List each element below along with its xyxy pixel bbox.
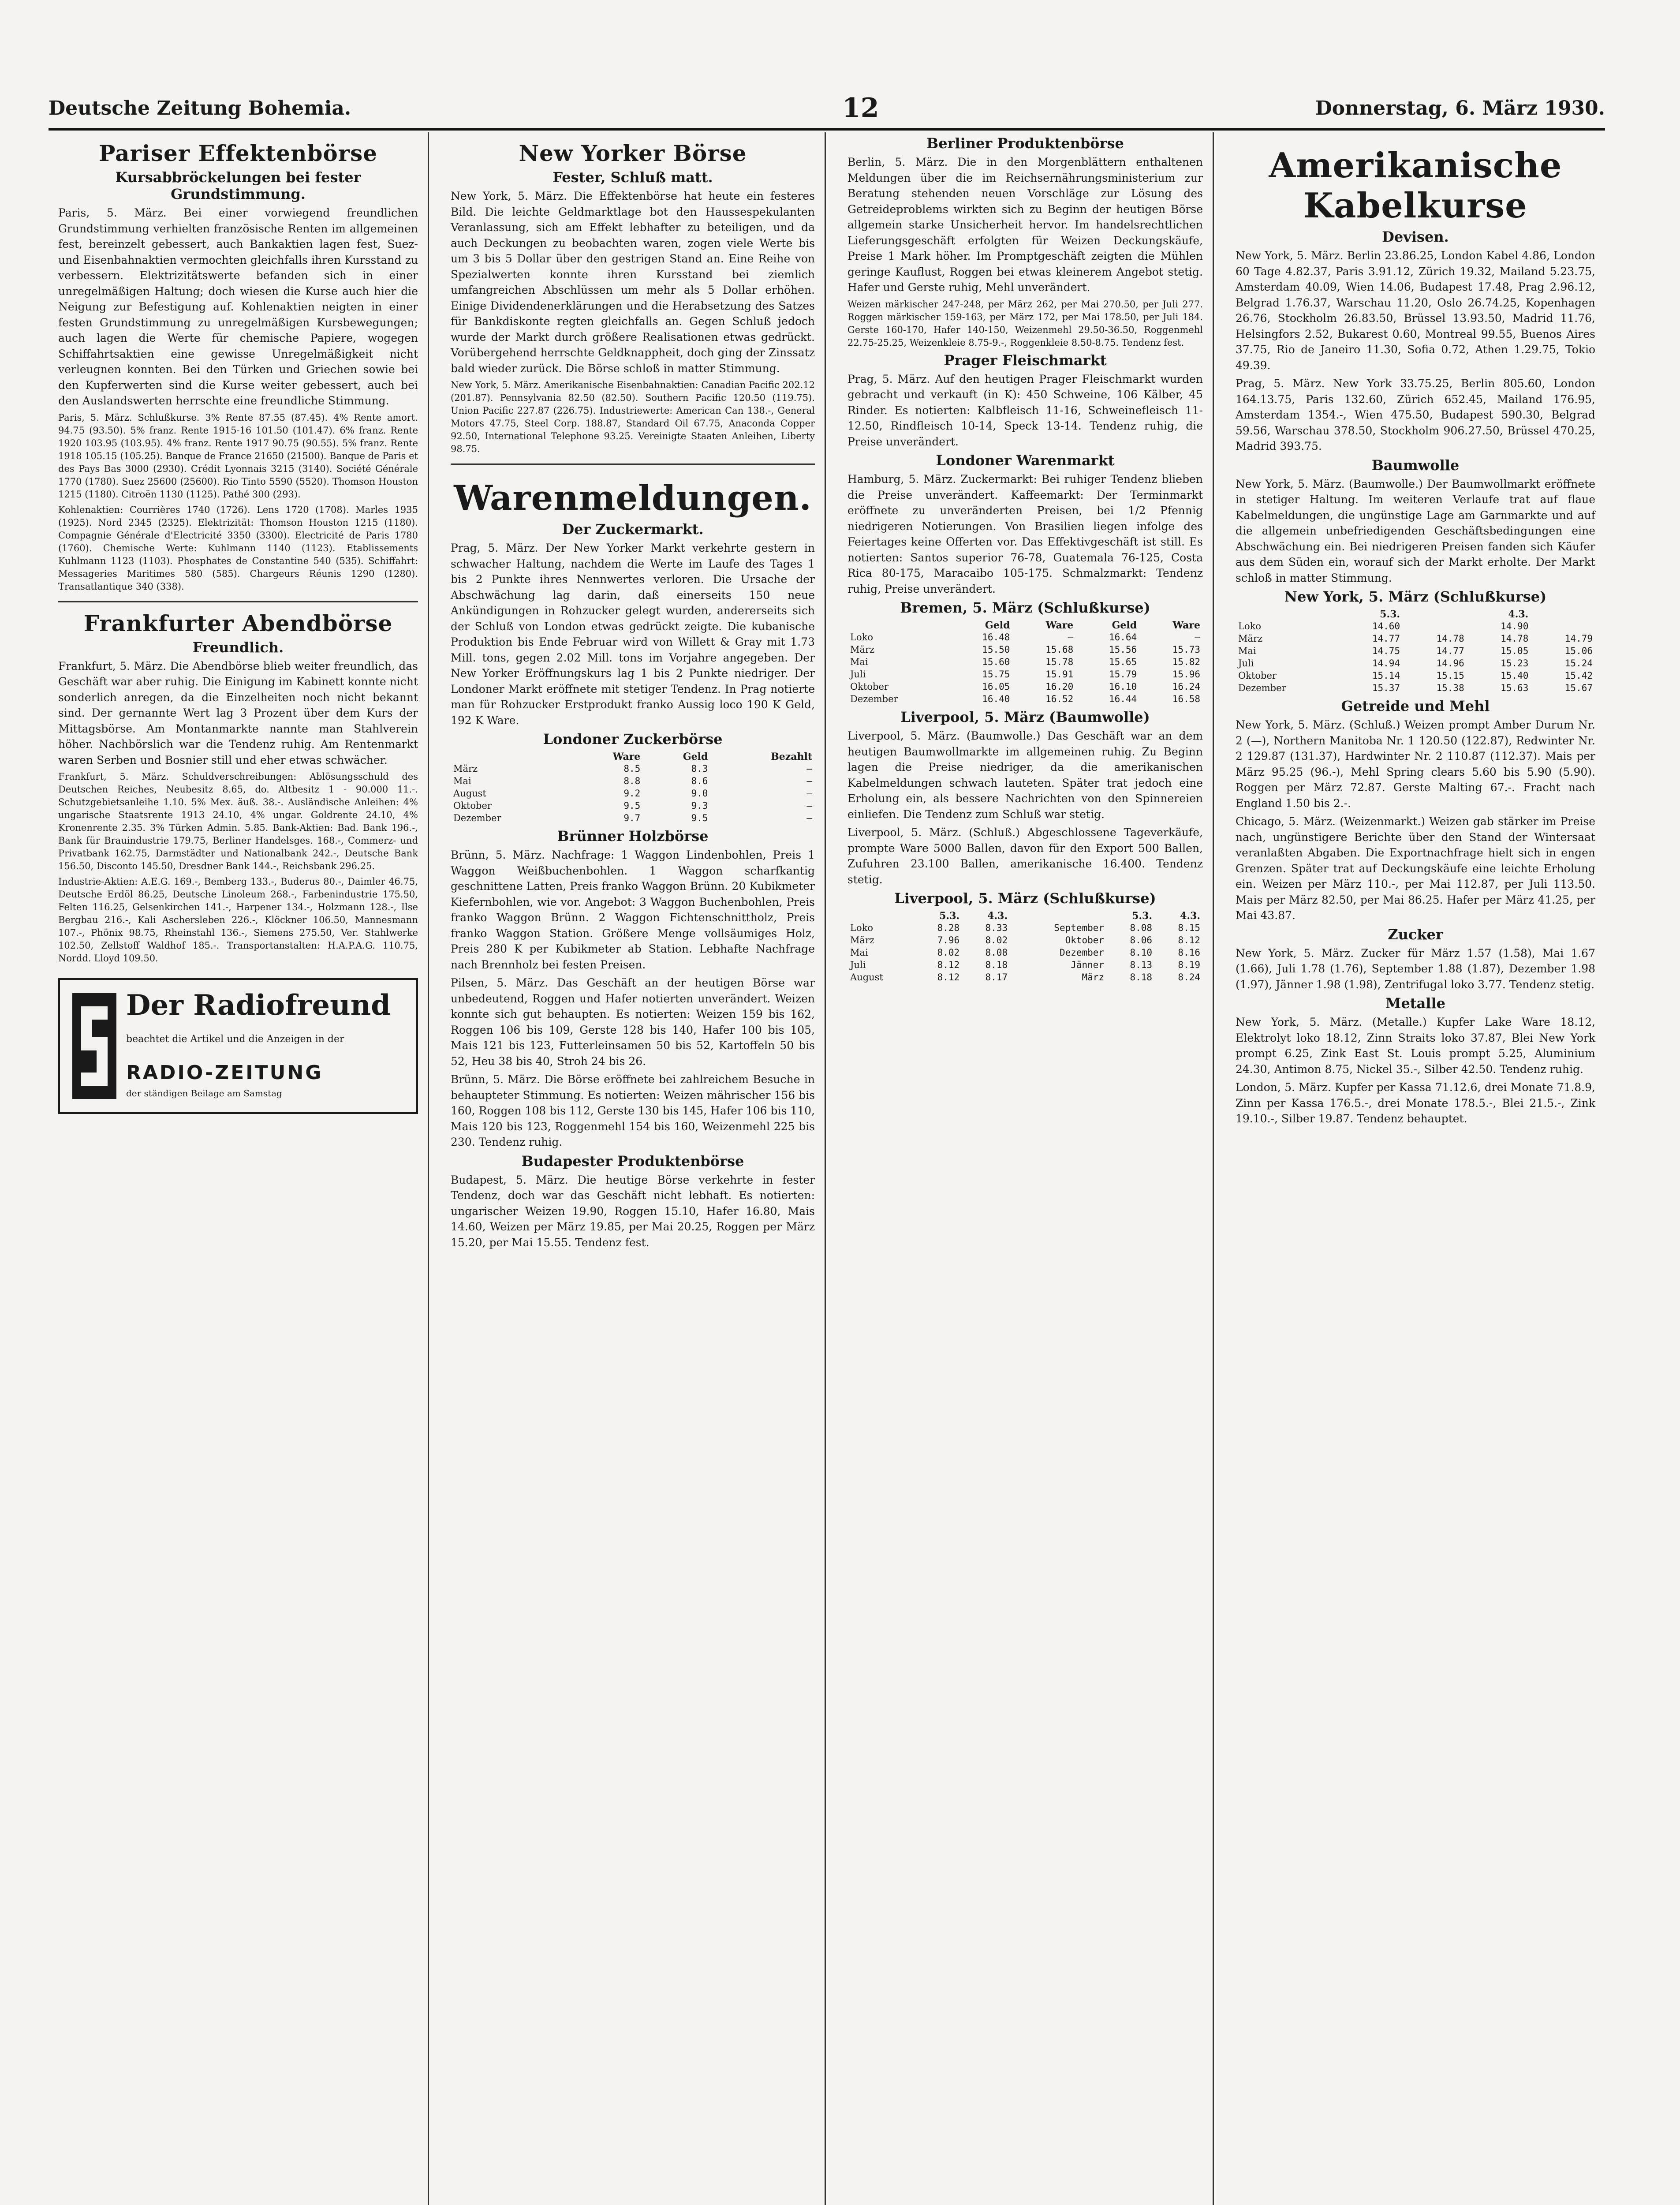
table-cell: 15.67 bbox=[1564, 683, 1593, 693]
table-cell: Dezember bbox=[850, 694, 898, 704]
table-header-row bbox=[1236, 609, 1595, 620]
article-paragraph: London, 5. März. Kupfer per Kassa 71.12.6, drei Monate 71.8.9, Zinn per Kassa 176.5.-, drei Monate 178.5.-, Blei 21.5.-, Zink 19.10.-, Silber 19.87. Tendenz behauptet. bbox=[1236, 1081, 1595, 1125]
table-row bbox=[847, 693, 1203, 705]
table-cell: 15.14 bbox=[1372, 670, 1400, 681]
column-3 bbox=[838, 132, 1214, 2205]
table-cell bbox=[1403, 620, 1467, 632]
ad-radio-title: RADIO-ZEITUNG bbox=[126, 1061, 323, 1084]
table-row bbox=[451, 775, 815, 787]
table-cell: März bbox=[850, 935, 875, 946]
table-row bbox=[451, 787, 815, 800]
article-paragraph: Pilsen, 5. März. Das Geschäft an der heutigen Börse war unbedeutend, Roggen und Hafer notierten unverändert. Weizen konnte sich gut behaupten. Es notierten: Weizen 159 bis 162, Roggen 106 bis 109, Gerste 128 bis 140, Hafer 100 bis 105, Mais 121 bis 123, Futterleinsamen 50 bis 52, Kartoffeln 50 bis 52, Heu 38 bis 40, Stroh 24 bis 26. bbox=[451, 976, 815, 1068]
article-paragraph: Brünn, 5. März. Die Börse eröffnete bei zahlreichem Besuche in behaupteter Stimmung. Es notierten: Weizen mährischer 156 bis 160, Roggen 108 bis 112, Gerste 130 bis 145, Hafer 106 bis 110, Mais 120 bis 123, Roggenmehl 154 bis 160, Weizenmehl 225 bis 230. Tendenz ruhig. bbox=[451, 1073, 815, 1148]
table-row bbox=[847, 631, 1203, 643]
table-cell: September bbox=[1054, 923, 1105, 933]
table-cell: Mai bbox=[850, 657, 868, 667]
article-paragraph: New York, 5. März. (Baumwolle.) Der Baumwollmarkt eröffnete in stetiger Haltung. Im weiteren Verlaufe trat auf flaue Kabelmeldungen, die ungünstige Lage am Garnmarkte und auf die allgemein unbefriedigenden Geschäftsbedingungen eine Abschwächung ein. Bei niedrigeren Preisen fanden sich Käufer aus dem Süden ein, worauf sich der Markt erholte. Der Markt schloß in matter Stimmung. bbox=[1236, 477, 1595, 584]
table-cell: — bbox=[806, 763, 812, 774]
table-row bbox=[1236, 682, 1595, 694]
table-cell: 16.20 bbox=[1045, 681, 1074, 692]
section-title: Berliner Produktenbörse bbox=[926, 135, 1124, 152]
table-cell: 14.78 bbox=[1436, 633, 1464, 644]
paper-name: Deutsche Zeitung Bohemia. bbox=[49, 97, 351, 120]
table-row bbox=[847, 971, 1203, 983]
section-title: Metalle bbox=[1385, 995, 1445, 1012]
table-cell: 15.68 bbox=[1045, 644, 1074, 655]
section-title: Baumwolle bbox=[1371, 456, 1460, 474]
article-paragraph: Kohlenaktien: Courrières 1740 (1726). Lens 1720 (1708). Marles 1935 (1925). Nord 2345 (2325). Elektrizität: Thomson Houston 1215 (1180). Compagnie Générale d'Electricité 3350 (3300). Electricité de Paris 1780 (1760). Chemische Werte: Kuhlmann 1140 (1123). Etablissements Kuhlmann 1123 (1103). Phosphates de Constantine 540 (535). Schiffahrt: Messageries Maritimes 580 (585). Chargeurs Réunis 1290 (1280). Transatlantique 340 (338). bbox=[58, 504, 418, 592]
sugar-quote-table bbox=[451, 751, 815, 824]
table-header-row bbox=[847, 910, 1203, 922]
table-cell: 15.56 bbox=[1109, 644, 1137, 655]
article-paragraph: New York, 5. März. Berlin 23.86.25, London Kabel 4.86, London 60 Tage 4.82.37, Paris 3.91.12, Zürich 19.32, Mailand 5.23.75, Amsterdam 40.09, Wien 14.06, Budapest 17.48, Prag 2.96.12, Belgrad 1.76.37, Warschau 11.20, Oslo 26.74.25, Kopenhagen 26.76, Stockholm 26.83.50, Brüssel 13.93.50, Madrid 11.76, Helsingfors 2.52, Bukarest 0.60, Montreal 99.55, Buenos Aires 37.75, Rio de Janeiro 11.30, Sofia 0.72, Athen 1.29.75, Tokio 49.39. bbox=[1236, 249, 1595, 372]
column-2 bbox=[441, 132, 826, 2205]
table-cell: Oktober bbox=[850, 681, 889, 692]
article-paragraph: Paris, 5. März. Bei einer vorwiegend freundlichen Grundstimmung verhielten französische Renten im allgemeinen fest, bereinzelt gebessert, auch Bankaktien lagen fest, Suez- und Eisenbahnaktien vermochten gleichfalls ihren Kursstand zu verbessern. Elektrizitätswerte befanden sich in einer unregelmäßigen Haltung; doch wiesen die Kurse auch hier die Neigung zur Befestigung auf. Kohlenaktien neigten in einer festen Grundstimmung zu unregelmäßigen Kursbewegungen; auch lagen die Werte für chemische Papiere, wogegen Schiffahrtsaktien eine gewisse Unregelmäßigkeit nicht verleugnen konnten. Bei den Türken und Griechen sowie bei den Kupferwerten sind die Kurse weiter gebessert, auch bei den Auslandswerten herrschte eine freundliche Stimmung. bbox=[58, 206, 418, 407]
table-header-cell: Ware bbox=[1172, 620, 1200, 631]
table-cell: 9.2 bbox=[623, 788, 641, 799]
table-header-cell bbox=[1010, 910, 1107, 922]
table-cell: 15.50 bbox=[982, 644, 1010, 655]
table-title: Londoner Zuckerbörse bbox=[543, 731, 723, 747]
table-cell: Mai bbox=[1238, 646, 1256, 656]
table-cell: 15.78 bbox=[1045, 657, 1074, 667]
table-cell: 8.8 bbox=[623, 776, 641, 786]
table-cell: 8.18 bbox=[1130, 972, 1153, 983]
table-cell: 15.15 bbox=[1436, 670, 1464, 681]
table-row bbox=[1236, 620, 1595, 632]
table-cell: Juli bbox=[1238, 658, 1254, 669]
table-cell: 15.23 bbox=[1501, 658, 1529, 669]
section-title: Warenmeldungen. bbox=[454, 478, 812, 518]
article-paragraph: Paris, 5. März. Schlußkurse. 3% Rente 87.55 (87.45). 4% Rente amort. 94.75 (93.50). 5% franz. Rente 1915-16 101.50 (101.47). 6% franz. Rente 1920 103.95 (103.95). 4% franz. Rente 1917 90.75 (90.55). 5% franz. Rente 1918 105.15 (105.25). Banque de France 21650 (21500). Banque de Paris et des Pays Bas 3000 (2930). Crédit Lyonnais 3215 (3140). Société Générale 1770 (1780). Suez 25600 (25600). Rio Tinto 5590 (5520). Thomson Houston 1215 (1180). Citroën 1130 (1125). Pathé 300 (293). bbox=[58, 412, 418, 500]
table-row bbox=[451, 762, 815, 775]
table-cell: 9.7 bbox=[623, 813, 641, 823]
table-header-cell: Geld bbox=[1112, 620, 1137, 631]
table-row bbox=[847, 959, 1203, 971]
table-cell: 14.75 bbox=[1372, 646, 1400, 656]
table-cell: 8.5 bbox=[623, 763, 641, 774]
table-cell: 8.15 bbox=[1178, 923, 1200, 933]
table-cell: 15.37 bbox=[1372, 683, 1400, 693]
section-title: Prager Fleischmarkt bbox=[944, 351, 1107, 369]
table-cell: 15.79 bbox=[1109, 669, 1137, 680]
column-4 bbox=[1226, 132, 1605, 2205]
table-header-cell: Ware bbox=[612, 751, 641, 762]
table-row bbox=[1236, 645, 1595, 657]
table-cell: 8.02 bbox=[937, 947, 960, 958]
table-header-cell bbox=[847, 910, 914, 922]
table-cell: 14.77 bbox=[1436, 646, 1464, 656]
table-cell: 9.5 bbox=[623, 800, 641, 811]
table-cell: — bbox=[806, 800, 812, 811]
table-header-cell bbox=[847, 620, 949, 631]
table-cell: Loko bbox=[850, 923, 873, 933]
table-cell: 14.60 bbox=[1372, 621, 1400, 632]
table-row bbox=[451, 800, 815, 812]
section-title: Getreide und Mehl bbox=[1341, 698, 1490, 714]
table-cell: 14.90 bbox=[1501, 621, 1529, 632]
table-cell: Mai bbox=[850, 947, 868, 958]
table-header-cell bbox=[1403, 609, 1467, 620]
table-cell: 15.65 bbox=[1109, 657, 1137, 667]
coffee-quote-table bbox=[847, 620, 1203, 705]
table-cell: 15.24 bbox=[1564, 658, 1593, 669]
table-cell: — bbox=[1068, 632, 1074, 643]
table-cell: Juli bbox=[850, 669, 866, 680]
table-cell: 15.91 bbox=[1045, 669, 1074, 680]
table-cell: 8.08 bbox=[985, 947, 1008, 958]
table-cell: 16.40 bbox=[982, 694, 1010, 704]
section-subtitle: Devisen. bbox=[1382, 228, 1449, 245]
table-cell: 16.44 bbox=[1109, 694, 1137, 704]
table-cell: 8.28 bbox=[937, 923, 960, 933]
table-cell: 8.02 bbox=[985, 935, 1008, 946]
table-cell: 14.77 bbox=[1372, 633, 1400, 644]
article-paragraph: Budapest, 5. März. Die heutige Börse verkehrte in fester Tendenz, doch war das Geschäft nicht lebhaft. Es notierten: ungarischer Weizen 19.90, Roggen 15.10, Hafer 16.80, Mais 14.60, Weizen per März 19.85, per Mai 20.25, Roggen per März 15.20, per Mai 15.55. Tendenz fest. bbox=[451, 1173, 815, 1249]
section-title: Zucker bbox=[1388, 926, 1443, 943]
table-row bbox=[1236, 669, 1595, 682]
table-cell: 16.48 bbox=[982, 632, 1010, 643]
article-paragraph: Weizen märkischer 247-248, per März 262, per Mai 270.50, per Juli 277. Roggen märkischer 159-163, per März 172, per Mai 178.50, per Juli 184. Gerste 160-170, Hafer 140-150, Weizenmehl 29.50-36.50, Roggenmehl 22.75-25.25, Weizenkleie 8.75-9.-, Roggenkleie 8.50-8.75. Tendenz fest. bbox=[847, 299, 1203, 348]
table-cell: 8.12 bbox=[937, 972, 960, 983]
section-subtitle: Kursabbröckelungen bei fester Grundstimmung. bbox=[115, 169, 361, 202]
table-cell: 8.16 bbox=[1178, 947, 1200, 958]
table-cell: 15.40 bbox=[1501, 670, 1529, 681]
ad-subline: der ständigen Beilage am Samstag bbox=[126, 1088, 282, 1099]
article-paragraph: New York, 5. März. Die Effektenbörse hat heute ein festeres Bild. Die leichte Geldmarktlage bot den Haussespekulanten Veranlassung, sich am Effekt lebhafter zu beteiligen, und da auch Deckungen zu beobachten waren, zogen viele Werte bis um 3 bis 5 Dollar über den gestrigen Stand an. Eine Reihe von Spezialwerten konnte ihren Kursstand bei ziemlich umfangreichen Abschlüssen um mehr als 5 Dollar erhöhen. Einige Dividendenerklärungen und die Herabsetzung des Satzes für Bankdiskonte regten gleichfalls an. Gegen Schluß jedoch wurde der Markt durch größere Realisationen etwas gedrückt. Vorübergehend herrschte Geldknappheit, doch ging der Zinssatz bald wieder zurück. Die Börse schloß in matter Stimmung. bbox=[451, 190, 815, 375]
table-cell: 15.82 bbox=[1172, 657, 1200, 667]
table-header-cell bbox=[1531, 609, 1595, 620]
masthead bbox=[49, 88, 1605, 131]
table-cell: — bbox=[806, 813, 812, 823]
table-cell: 16.05 bbox=[982, 681, 1010, 692]
table-title: Liverpool, 5. März (Schlußkurse) bbox=[894, 890, 1156, 907]
table-cell: 16.58 bbox=[1172, 694, 1200, 704]
cotton-quote-table bbox=[847, 910, 1203, 983]
article-paragraph: Liverpool, 5. März. (Baumwolle.) Das Geschäft war an dem heutigen Baumwollmarkte im allgemeinen ruhig. Zu Beginn lagen die Preise niedriger, da die amerikanischen Kabelmeldungen schwach lauteten. Später trat jedoch eine Erholung ein, als bessere Nachrichten von den Spinnereien einliefen. Die Tendenz zum Schluß war stetig. bbox=[847, 729, 1203, 821]
section-title: Londoner Warenmarkt bbox=[936, 452, 1115, 469]
table-cell: Juli bbox=[850, 960, 866, 970]
table-header-row bbox=[847, 620, 1203, 631]
table-cell: August bbox=[453, 788, 486, 799]
table-cell: 15.63 bbox=[1501, 683, 1529, 693]
table-cell: Loko bbox=[850, 632, 873, 643]
table-cell: 8.19 bbox=[1178, 960, 1200, 970]
page-number: 12 bbox=[842, 93, 879, 123]
section-subtitle: Fester, Schluß matt. bbox=[553, 169, 713, 186]
divider bbox=[58, 601, 418, 602]
table-header-cell: 4.3. bbox=[987, 910, 1008, 922]
table-cell: — bbox=[806, 776, 812, 786]
table-cell: — bbox=[806, 788, 812, 799]
table-title: Bremen, 5. März (Schlußkurse) bbox=[900, 599, 1150, 616]
table-cell: Dezember bbox=[1059, 947, 1105, 958]
table-cell: 9.3 bbox=[691, 800, 708, 811]
table-cell: Oktober bbox=[1238, 670, 1277, 681]
table-cell: 8.06 bbox=[1130, 935, 1153, 946]
section-title: Liverpool, 5. März (Baumwolle) bbox=[900, 709, 1150, 725]
table-cell: 8.12 bbox=[1178, 935, 1200, 946]
table-header-cell: 5.3. bbox=[939, 910, 960, 922]
ad-brand: Der Radiofreund bbox=[126, 989, 391, 1022]
table-cell: 15.06 bbox=[1564, 646, 1593, 656]
article-paragraph: New York, 5. März. Amerikanische Eisenbahnaktien: Canadian Pacific 202.12 (201.87). Pennsylvania 82.50 (82.50). Southern Pacific 120.50 (119.75). Union Pacific 227.87 (226.75). Industriewerte: American Can 138.-, General Motors 47.75, Steel Corp. 188.87, Standard Oil 67.75, Anaconda Copper 92.50, International Telephone 93.25. Vereinigte Staaten Anleihen, Liberty 98.75. bbox=[451, 380, 815, 454]
table-cell: 16.10 bbox=[1109, 681, 1137, 692]
table-cell: 15.60 bbox=[982, 657, 1010, 667]
table-cell: 8.3 bbox=[691, 763, 708, 774]
table-row bbox=[847, 656, 1203, 668]
table-cell: August bbox=[850, 972, 883, 983]
table-header-cell bbox=[1236, 609, 1338, 620]
table-cell: 8.6 bbox=[691, 776, 708, 786]
section-title: New Yorker Börse bbox=[519, 140, 747, 166]
table-title: New York, 5. März (Schlußkurse) bbox=[1284, 588, 1547, 605]
table-cell: 8.13 bbox=[1130, 960, 1153, 970]
table-cell: 8.24 bbox=[1178, 972, 1200, 983]
article-paragraph: Frankfurt, 5. März. Die Abendbörse blieb weiter freundlich, das Geschäft war aber ruhig. Die Einigung im Kabinett konnte nicht sonderlich anregen, da die Einzelheiten noch nicht bekannt sind. Der gernannte Wert lag 3 Prozent über dem Kurs der Mittagsbörse. Am Montanmarkte nannte man Stahlverein höher. Nachbörslich war die Tendenz ruhig. Am Rentenmarkt waren Serben und Bosnier still und eher etwas schwächer. bbox=[58, 659, 418, 766]
table-header-cell: 4.3. bbox=[1180, 910, 1200, 922]
table-cell: 15.42 bbox=[1564, 670, 1593, 681]
table-cell: 8.12 bbox=[937, 960, 960, 970]
table-row bbox=[847, 668, 1203, 680]
table-header-cell: Geld bbox=[985, 620, 1010, 631]
table-row bbox=[847, 946, 1203, 959]
table-cell: 16.64 bbox=[1109, 632, 1137, 643]
article-paragraph: Brünn, 5. März. Nachfrage: 1 Waggon Lindenbohlen, Preis 1 Waggon Weißbuchenbohlen. 1 Waggon scharfkantig geschnittene Latten, Preis franko Waggon Brünn. 20 Kubikmeter Kiefernbohlen, wie vor. Angebot: 3 Waggon Buchenbohlen, Preis franko Waggon Brünn. 2 Waggon Fichtenschnittholz, Preis franko Waggon Station. Größere Menge vollsäumiges Holz, Preis 280 K per Kubikmeter ab Station. Lebhafte Nachfrage nach Brennholz bei festen Preisen. bbox=[451, 848, 815, 971]
article-paragraph: New York, 5. März. (Metalle.) Kupfer Lake Ware 18.12, Elektrolyt loko 18.12, Zinn Straits loko 37.87, Blei New York prompt 6.25, Zink East St. Louis prompt 5.25, Aluminium 24.30, Antimon 8.75, Nickel 35.-, Silber 42.50. Tendenz ruhig. bbox=[1236, 1016, 1595, 1076]
section-subtitle: Freundlich. bbox=[192, 639, 284, 656]
table-row bbox=[847, 922, 1203, 934]
table-header-cell: Bezahlt bbox=[771, 751, 812, 762]
table-row bbox=[847, 643, 1203, 656]
table-cell: 8.17 bbox=[985, 972, 1008, 983]
table-header-cell: 4.3. bbox=[1508, 609, 1529, 620]
table-cell: Dezember bbox=[1238, 683, 1286, 693]
cotton-ny-quote-table bbox=[1236, 609, 1595, 694]
table-cell: Oktober bbox=[1065, 935, 1105, 946]
article-paragraph: Hamburg, 5. März. Zuckermarkt: Bei ruhiger Tendenz blieben die Preise unverändert. Kaffeemarkt: Der Terminmarkt eröffnete zu unveränderten Preisen, bei 1/2 Pfennig niedrigeren Notierungen. Von Brasilien liegen infolge des Feiertages keine Offerten vor. Das Effektivgeschäft ist still. Es notierten: Santos superior 76-78, Guatemala 76-125, Costa Rica 80-175, Maracaibo 105-175. Schmalzmarkt: Tendenz ruhig, Preise unverändert. bbox=[847, 473, 1203, 595]
article-paragraph: Prag, 5. März. New York 33.75.25, Berlin 805.60, London 164.13.75, Paris 132.60, Zürich 652.45, Mailand 176.95, Amsterdam 1354.-, Wien 475.50, Budapest 590.30, Belgrad 59.56, Warschau 378.50, Stockholm 906.27.50, Brüssel 470.25, Madrid 393.75. bbox=[1236, 377, 1595, 452]
table-row bbox=[847, 934, 1203, 946]
article-paragraph: Prag, 5. März. Auf den heutigen Prager Fleischmarkt wurden gebracht und verkauft (in K): 450 Schweine, 106 Kälber, 45 Rinder. Es notierten: Kalbfleisch 11-16, Schweinefleisch 11-12.50, Rindfleisch 10-14, Speck 13-14. Tendenz ruhig, die Preise unverändert. bbox=[847, 372, 1203, 448]
table-cell: 14.94 bbox=[1372, 658, 1400, 669]
radio-logo-icon bbox=[68, 989, 121, 1103]
article-paragraph: Chicago, 5. März. (Weizenmarkt.) Weizen gab stärker im Preise nach, ungünstigere Berichte über den Stand der Wintersaat veranlaßten Abgaben. Die Exportnachfrage hielt sich in engen Grenzen. Später trat auf Deckungskäufe eine leichte Erholung ein. Weizen per März 110.-, per Mai 112.87, per Juli 113.50. Mais per März 82.50, per Mai 86.25. Hafer per März 41.25, per Mai 43.87. bbox=[1236, 815, 1595, 922]
table-cell: 9.0 bbox=[691, 788, 708, 799]
table-row bbox=[847, 680, 1203, 693]
table-cell: — bbox=[1195, 632, 1200, 643]
section-title: Amerikanische Kabelkurse bbox=[1269, 146, 1562, 226]
article-paragraph: Berlin, 5. März. Die in den Morgenblättern enthaltenen Meldungen über die im Reichsernährungsministerium zur Beratung stehenden neuen Vorschläge zur Lösung des Getreideproblems wirkten sich zu Beginn der heutigen Börse allgemein starke Unsicherheit hervor. Im handelsrechtlichen Lieferungsgeschäft erfolgten für Weizen Deckungskäufe, Preise 1 Mark höher. Im Promptgeschäft zeigten die Mühlen geringe Kauflust, Roggen bei etwas kleinerem Angebot stetig. Hafer und Gerste ruhig, Mehl unverändert. bbox=[847, 156, 1203, 294]
table-header-cell: 5.3. bbox=[1132, 910, 1153, 922]
table-cell: 14.79 bbox=[1564, 633, 1593, 644]
section-title: Brünner Holzbörse bbox=[557, 828, 709, 845]
table-cell: 9.5 bbox=[691, 813, 708, 823]
section-title: Budapester Produktenbörse bbox=[521, 1152, 744, 1170]
table-cell: März bbox=[1238, 633, 1263, 644]
table-header-cell bbox=[451, 751, 569, 762]
table-header-row bbox=[451, 751, 815, 762]
table-cell: 15.96 bbox=[1172, 669, 1200, 680]
table-row bbox=[1236, 657, 1595, 669]
divider bbox=[451, 463, 815, 465]
table-header-cell: Ware bbox=[1045, 620, 1074, 631]
article-paragraph: Prag, 5. März. Der New Yorker Markt verkehrte gestern in schwacher Haltung, nachdem die Werte im Laufe des Tages 1 bis 2 Punkte ihres Nennwertes verloren. Die Ursache der Abschwächung lag darin, daß einerseits 150 neue Ankündigungen in Rohzucker gelegt wurden, andererseits sich der Schluß von London etwas gedrückt zeigte. Die kubanische Produktion bis Ende Februar wird von Willett & Gray mit 1.73 Mill. tons, gegen 2.02 Mill. tons im Vorjahre angegeben. Der New Yorker Eröffnungskurs lag 1 bis 2 Punkte niedriger. Der Londoner Markt eröffnete mit stetiger Tendenz. In Prag notierte man für Rohzucker Erstprodukt franko Aussig loco 190 K Geld, 192 K Ware. bbox=[451, 542, 815, 727]
table-cell: 8.18 bbox=[985, 960, 1008, 970]
table-cell: Oktober bbox=[453, 800, 492, 811]
table-cell: 15.05 bbox=[1501, 646, 1529, 656]
article-paragraph: Liverpool, 5. März. (Schluß.) Abgeschlossene Tageverkäufe, prompte Ware 5000 Ballen, davon für den Export 500 Ballen, Zufuhren 23.100 Ballen, amerikanische 16.400. Tendenz stetig. bbox=[847, 826, 1203, 886]
table-cell: 8.10 bbox=[1130, 947, 1153, 958]
table-cell: 15.75 bbox=[982, 669, 1010, 680]
article-paragraph: New York, 5. März. (Schluß.) Weizen prompt Amber Durum Nr. 2 (—), Northern Manitoba Nr. 1 120.50 (122.87), Redwinter Nr. 2 129.87 (131.37), Hardwinter Nr. 2 110.87 (112.37). Mais per März 95.25 (96.-), Mehl Spring clears 5.60 bis 5.90 (5.90). Roggen per März 72.87. Gerste Malting 67.-. Fracht nach England 1.50 bis 2.-. bbox=[1236, 718, 1595, 810]
table-row bbox=[451, 812, 815, 824]
table-cell: März bbox=[1082, 972, 1105, 983]
table-cell: 14.96 bbox=[1436, 658, 1464, 669]
table-cell: März bbox=[453, 763, 478, 774]
table-cell: 15.73 bbox=[1172, 644, 1200, 655]
table-row bbox=[1236, 632, 1595, 645]
table-header-cell: Geld bbox=[683, 751, 708, 762]
article-paragraph: Frankfurt, 5. März. Schuldverschreibungen: Ablösungsschuld des Deutschen Reiches, Neubesitz 8.65, do. Altbesitz 1 - 90.000 11.-. Schutzgebietsanleihe 1.10. 5% Mex. äuß. 38.-. Ausländische Anleihen: 4% ungarische Staatsrente 1913 24.10, 4% ungar. Goldrente 24.10, 4% Kronenrente 2.35. 3% Türken Admin. 5.85. Bank-Aktien: Bad. Bank 196.-, Bank für Brauindustrie 179.75, Berliner Handelsges. 168.-, Commerz- und Privatbank 162.75, Darmstädter und Nationalbank 242.-, Deutsche Bank 156.50, Disconto 145.50, Dresdner Bank 144.-, Reichsbank 296.25. bbox=[58, 771, 418, 871]
table-cell: Mai bbox=[453, 776, 471, 786]
table-cell: Dezember bbox=[453, 813, 501, 823]
table-header-cell: 5.3. bbox=[1380, 609, 1400, 620]
table-cell: 8.33 bbox=[985, 923, 1008, 933]
ad-tagline: beachtet die Artikel und die Anzeigen in der bbox=[126, 1034, 344, 1045]
table-cell: März bbox=[850, 644, 875, 655]
table-cell: 8.08 bbox=[1130, 923, 1153, 933]
column-1 bbox=[49, 132, 429, 2205]
article-paragraph: New York, 5. März. Zucker für März 1.57 (1.58), Mai 1.67 (1.66), Juli 1.78 (1.76), September 1.88 (1.87), Dezember 1.98 (1.97), Jänner 1.98 (1.98), Zentrifugal loko 3.77. Tendenz stetig. bbox=[1236, 946, 1595, 991]
section-subtitle: Der Zuckermarkt. bbox=[562, 521, 704, 538]
table-cell: Loko bbox=[1238, 621, 1261, 632]
table-cell: Jänner bbox=[1071, 960, 1105, 970]
table-cell: 14.78 bbox=[1501, 633, 1529, 644]
issue-date: Donnerstag, 6. März 1930. bbox=[1315, 97, 1605, 120]
radio-advertisement bbox=[58, 978, 418, 1114]
table-cell: 7.96 bbox=[937, 935, 960, 946]
table-cell: 15.38 bbox=[1436, 683, 1464, 693]
section-title: Pariser Effektenbörse bbox=[98, 140, 378, 166]
table-cell: 16.24 bbox=[1172, 681, 1200, 692]
table-cell bbox=[1531, 620, 1595, 632]
section-title: Frankfurter Abendbörse bbox=[83, 610, 393, 636]
table-cell: 16.52 bbox=[1045, 694, 1074, 704]
article-paragraph: Industrie-Aktien: A.E.G. 169.-, Bemberg 133.-, Buderus 80.-, Daimler 46.75, Deutsche Erdöl 86.25, Deutsche Linoleum 268.-, Farbenindustrie 175.50, Felten 116.25, Gelsenkirchen 141.-, Harpener 134.-, Holzmann 128.-, Ilse Bergbau 216.-, Kali Aschersleben 226.-, Klöckner 106.50, Mannesmann 107.-, Phönix 98.75, Rheinstahl 136.-, Siemens 275.50, Ver. Stahlwerke 102.50, Zellstoff Waldhof 185.-. Transportanstalten: H.A.P.A.G. 110.75, Nordd. Lloyd 109.50. bbox=[58, 876, 418, 964]
